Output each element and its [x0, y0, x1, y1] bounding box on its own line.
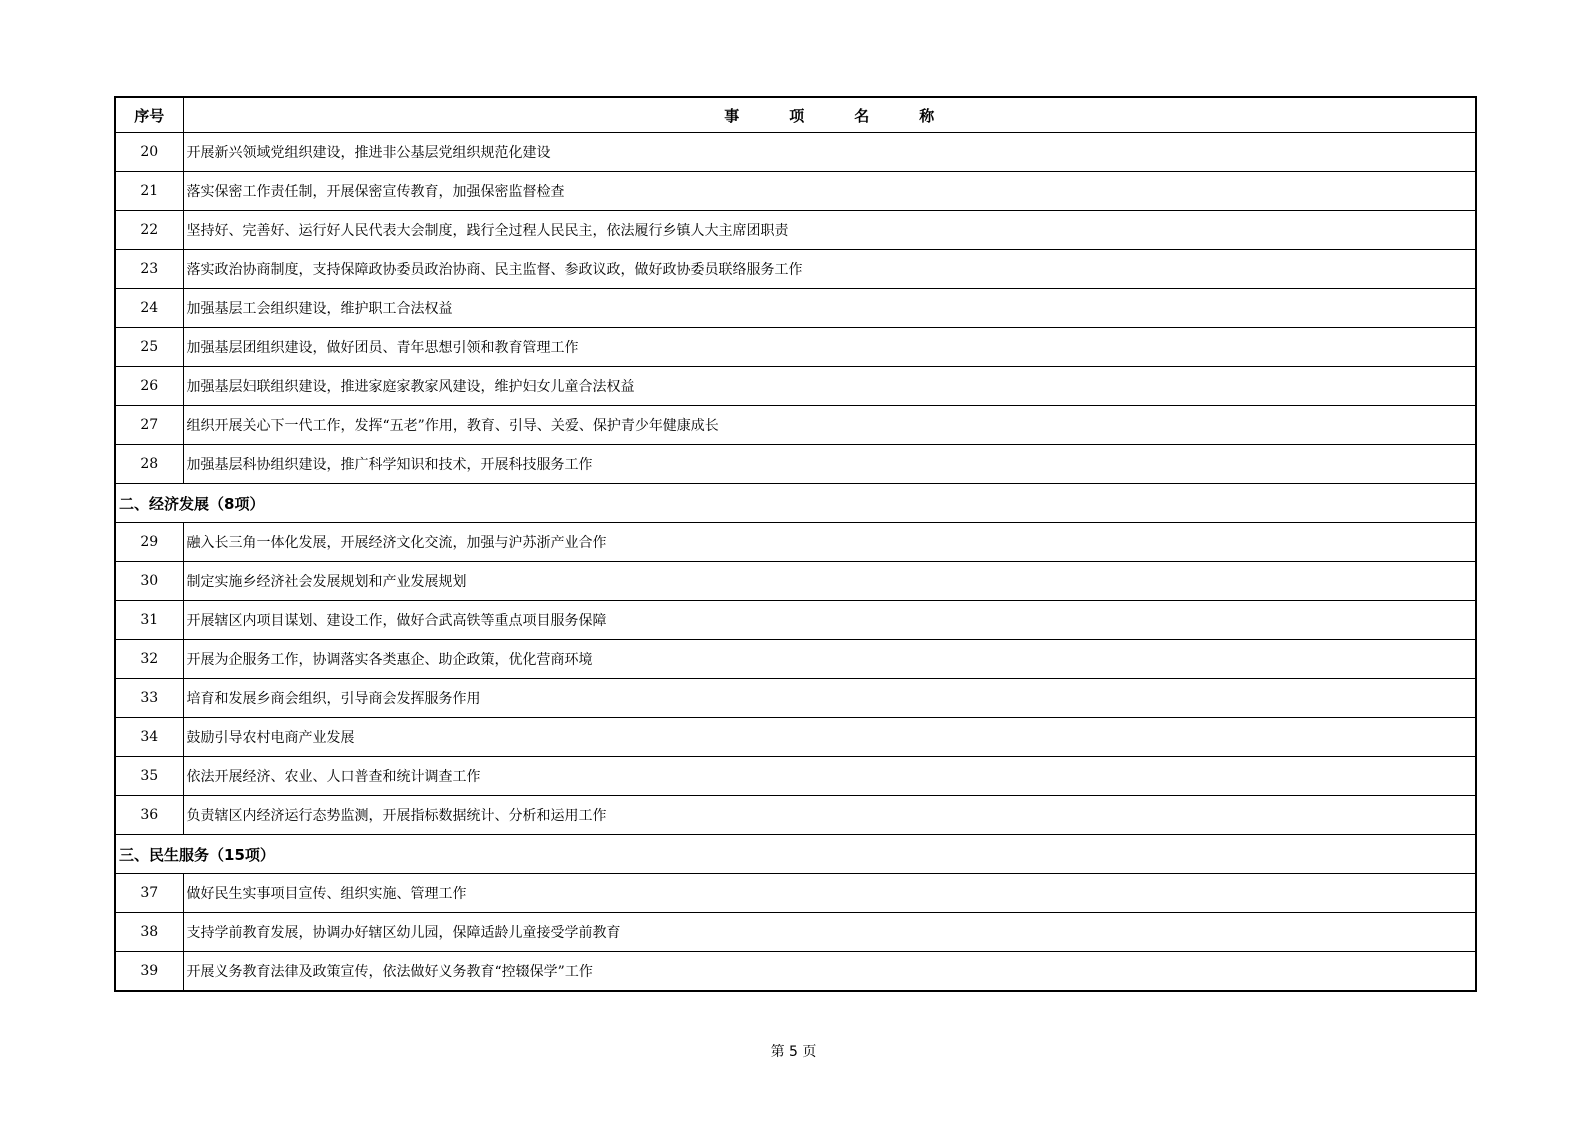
row-number: 21: [115, 172, 183, 211]
row-matter-text: 坚持好、完善好、运行好人民代表大会制度，践行全过程人民民主，依法履行乡镇人大主席团职责: [183, 211, 1476, 250]
row-number: 36: [115, 796, 183, 835]
table-row: [115, 562, 1476, 601]
row-matter-text: 加强基层科协组织建设，推广科学知识和技术，开展科技服务工作: [183, 445, 1476, 484]
row-number: 38: [115, 913, 183, 952]
row-number: 35: [115, 757, 183, 796]
table-row: [115, 757, 1476, 796]
row-matter-text: 加强基层工会组织建设，维护职工合法权益: [183, 289, 1476, 328]
row-number: 34: [115, 718, 183, 757]
section-row: [115, 835, 1476, 874]
table-row: [115, 328, 1476, 367]
row-matter-text: 制定实施乡经济社会发展规划和产业发展规划: [183, 562, 1476, 601]
table-row: [115, 796, 1476, 835]
section-title: 二、经济发展（8项）: [115, 484, 1476, 523]
table-row: [115, 250, 1476, 289]
row-number: 28: [115, 445, 183, 484]
table-row: [115, 718, 1476, 757]
table-row: [115, 445, 1476, 484]
table-row: [115, 640, 1476, 679]
section-title: 三、民生服务（15项）: [115, 835, 1476, 874]
table-row: [115, 406, 1476, 445]
matters-table-body: [115, 97, 1476, 991]
row-number: 30: [115, 562, 183, 601]
row-number: 27: [115, 406, 183, 445]
row-matter-text: 落实保密工作责任制，开展保密宣传教育，加强保密监督检查: [183, 172, 1476, 211]
header-name-char: 称: [919, 106, 935, 125]
table-row: [115, 289, 1476, 328]
row-number: 32: [115, 640, 183, 679]
row-matter-text: 加强基层妇联组织建设，推进家庭家教家风建设，维护妇女儿童合法权益: [183, 367, 1476, 406]
row-matter-text: 负责辖区内经济运行态势监测，开展指标数据统计、分析和运用工作: [183, 796, 1476, 835]
header-name-char: 项: [789, 106, 805, 125]
header-name-char: 事: [724, 106, 740, 125]
row-matter-text: 开展辖区内项目谋划、建设工作，做好合武高铁等重点项目服务保障: [183, 601, 1476, 640]
page-number: 第 5 页: [770, 1044, 817, 1060]
table-row: [115, 367, 1476, 406]
row-matter-text: 做好民生实事项目宣传、组织实施、管理工作: [183, 874, 1476, 913]
header-name: [183, 97, 1476, 133]
row-number: 25: [115, 328, 183, 367]
table-row: [115, 133, 1476, 172]
table-row: [115, 913, 1476, 952]
table-row: [115, 874, 1476, 913]
row-matter-text: 鼓励引导农村电商产业发展: [183, 718, 1476, 757]
table-row: [115, 172, 1476, 211]
table-row: [115, 952, 1476, 992]
table-row: [115, 679, 1476, 718]
matters-table: [114, 96, 1477, 992]
row-matter-text: 加强基层团组织建设，做好团员、青年思想引领和教育管理工作: [183, 328, 1476, 367]
row-number: 39: [115, 952, 183, 992]
row-matter-text: 组织开展关心下一代工作，发挥“五老”作用，教育、引导、关爱、保护青少年健康成长: [183, 406, 1476, 445]
table-row: [115, 601, 1476, 640]
row-matter-text: 开展为企服务工作，协调落实各类惠企、助企政策，优化营商环境: [183, 640, 1476, 679]
row-number: 37: [115, 874, 183, 913]
table-row: [115, 211, 1476, 250]
row-number: 33: [115, 679, 183, 718]
row-matter-text: 支持学前教育发展，协调办好辖区幼儿园，保障适龄儿童接受学前教育: [183, 913, 1476, 952]
table-row: [115, 523, 1476, 562]
row-matter-text: 依法开展经济、农业、人口普查和统计调查工作: [183, 757, 1476, 796]
row-number: 29: [115, 523, 183, 562]
row-matter-text: 落实政治协商制度，支持保障政协委员政治协商、民主监督、参政议政，做好政协委员联络服务工作: [183, 250, 1476, 289]
row-matter-text: 开展新兴领域党组织建设，推进非公基层党组织规范化建设: [183, 133, 1476, 172]
row-number: 23: [115, 250, 183, 289]
row-number: 31: [115, 601, 183, 640]
row-number: 26: [115, 367, 183, 406]
row-matter-text: 融入长三角一体化发展，开展经济文化交流，加强与沪苏浙产业合作: [183, 523, 1476, 562]
header-no: 序号: [115, 97, 183, 133]
section-row: [115, 484, 1476, 523]
row-number: 20: [115, 133, 183, 172]
row-matter-text: 培育和发展乡商会组织，引导商会发挥服务作用: [183, 679, 1476, 718]
row-number: 24: [115, 289, 183, 328]
table-header-row: [115, 97, 1476, 133]
header-name-char: 名: [854, 106, 870, 125]
row-number: 22: [115, 211, 183, 250]
row-matter-text: 开展义务教育法律及政策宣传，依法做好义务教育“控辍保学”工作: [183, 952, 1476, 992]
